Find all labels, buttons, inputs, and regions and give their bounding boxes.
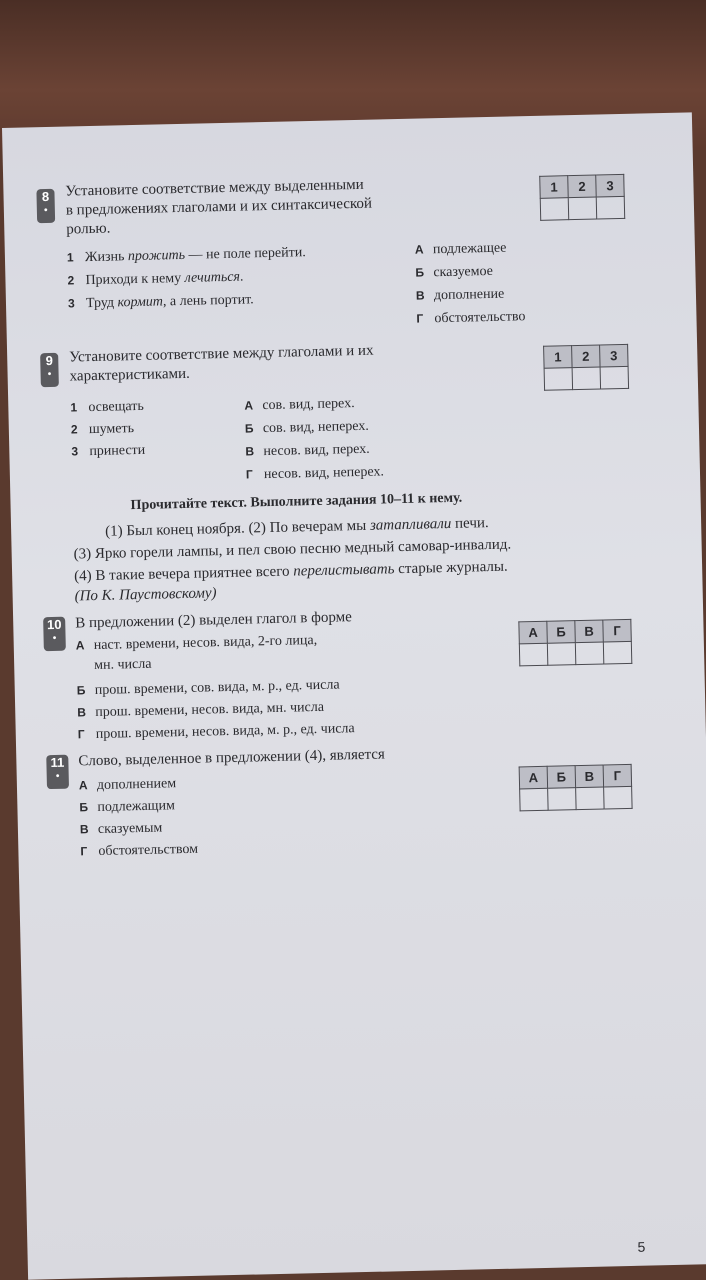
option-text: подлежащим xyxy=(97,798,176,816)
task-9-prompt xyxy=(69,342,374,387)
answer-cell[interactable] xyxy=(568,197,596,220)
task-8-prompt-line: Установите соответствие между выделенными xyxy=(65,176,364,200)
answer-cell[interactable] xyxy=(520,788,548,811)
option-text: несов. вид, неперех. xyxy=(263,464,385,483)
grid-header-cell: 3 xyxy=(600,344,628,367)
task-10-answer-grid xyxy=(518,619,632,667)
option-text: дополнение xyxy=(433,286,505,304)
option-letter: А xyxy=(78,778,88,793)
item-text: шуметь xyxy=(88,421,135,438)
item-text: Труд xyxy=(85,295,118,312)
option-letter: А xyxy=(244,398,254,413)
option-text: прош. времени, сов. вида, м. р., ед. числа xyxy=(94,677,340,699)
answer-cell[interactable] xyxy=(519,643,547,666)
item-text: , а лень портит. xyxy=(162,292,254,310)
option-letter: Б xyxy=(244,421,254,436)
grid-header-cell: В xyxy=(575,620,603,643)
answer-cell[interactable] xyxy=(547,643,575,666)
task-10-option xyxy=(77,698,324,723)
option-letter: А xyxy=(75,638,85,653)
option-letter: Г xyxy=(245,467,253,482)
item-text: освещать xyxy=(88,398,144,416)
grid-header-cell: 2 xyxy=(568,175,596,198)
task-9-option xyxy=(246,462,384,484)
item-text: Приходи к нему xyxy=(85,270,185,289)
option-text: несов. вид, перех. xyxy=(263,441,370,460)
grid-header-cell: Б xyxy=(547,766,575,789)
reading-text: (4) В такие вечера приятнее всего xyxy=(74,563,294,585)
option-text: наст. времени, несов. вида, 2-го лица, xyxy=(93,632,318,654)
workbook-page xyxy=(2,112,706,1279)
option-letter: Г xyxy=(80,844,88,859)
task-8-dot: • xyxy=(43,204,48,217)
task-9-prompt-line: Установите соответствие между глаголами и их xyxy=(69,342,374,366)
grid-header-cell: В xyxy=(575,765,603,788)
task-9-dot: • xyxy=(47,368,52,381)
answer-cell[interactable] xyxy=(544,368,572,391)
option-text: обстоятельством xyxy=(98,841,199,859)
answer-cell[interactable] xyxy=(572,367,600,390)
task-10-option xyxy=(76,631,318,655)
task-9-item xyxy=(71,441,145,462)
task-9-option xyxy=(244,394,355,415)
item-text: Жизнь xyxy=(84,249,129,266)
task-9-prompt-line: характеристиками. xyxy=(69,365,190,385)
task-8-option xyxy=(416,285,505,306)
task-9-option xyxy=(245,417,369,439)
grid-header-cell: Г xyxy=(603,619,631,642)
grid-header-cell: 1 xyxy=(544,346,572,369)
task-9-option xyxy=(245,440,370,462)
task-8-item xyxy=(67,268,243,291)
task-8-number-badge xyxy=(36,189,55,223)
option-letter: Б xyxy=(79,800,89,815)
option-letter: Б xyxy=(76,683,86,698)
item-number: 2 xyxy=(67,273,75,288)
option-text: сов. вид, неперех. xyxy=(262,418,370,437)
item-number: 1 xyxy=(70,400,78,415)
task-9-number-badge xyxy=(40,353,59,387)
option-letter: Г xyxy=(416,311,424,326)
item-text: . xyxy=(239,269,244,285)
reading-highlighted-verb: перелистывать xyxy=(293,561,395,580)
answer-cell[interactable] xyxy=(540,198,568,221)
task-10-prompt: В предложении (2) выделен глагол в форме xyxy=(75,609,352,632)
grid-header-cell: А xyxy=(519,621,547,644)
option-text: прош. времени, несов. вида, мн. числа xyxy=(95,699,325,721)
task-8-number: 8 xyxy=(41,188,50,205)
answer-cell[interactable] xyxy=(576,787,604,810)
reading-line: (3) Ярко горели лампы, и пел свою песню медный самовар-инвалид. xyxy=(73,536,512,563)
task-11-number-badge xyxy=(46,755,69,789)
task-11-option xyxy=(79,774,177,795)
task-8-prompt xyxy=(65,176,372,240)
task-9-number: 9 xyxy=(45,352,54,369)
task-8-prompt-line: в предложениях глаголами и их синтаксической xyxy=(65,195,373,219)
task-11-answer-grid xyxy=(519,764,633,812)
task-11-prompt: Слово, выделенное в предложении (4), является xyxy=(78,746,386,770)
task-11-option xyxy=(79,796,175,817)
task-11-option xyxy=(80,840,198,862)
item-number: 2 xyxy=(70,422,78,437)
option-text: сов. вид, перех. xyxy=(262,396,355,414)
task-8-option xyxy=(415,262,493,283)
grid-header-cell: 1 xyxy=(540,176,568,199)
item-text: — не поле перейти. xyxy=(184,245,306,263)
task-8-option xyxy=(416,307,525,328)
task-8-answer-grid xyxy=(539,174,625,221)
reading-highlighted-verb: затапливали xyxy=(369,515,452,534)
task-11-number: 11 xyxy=(50,754,65,771)
task-10-dot: • xyxy=(52,632,57,644)
task-8-option xyxy=(415,239,507,260)
answer-cell[interactable] xyxy=(603,641,631,664)
option-letter: В xyxy=(245,444,255,459)
grid-header-cell: 2 xyxy=(572,345,600,368)
task-11-option xyxy=(80,819,163,840)
reading-text: старые журналы. xyxy=(394,558,508,578)
reading-heading: Прочитайте текст. Выполните задания 10–11 к нему. xyxy=(130,490,463,514)
option-letter: А xyxy=(414,242,424,257)
option-text: подлежащее xyxy=(432,240,507,258)
task-10-option-continuation: мн. числа xyxy=(94,656,152,674)
option-letter: Б xyxy=(415,265,425,280)
option-letter: Г xyxy=(77,727,85,742)
task-9-item xyxy=(71,419,135,439)
task-10-number: 10 xyxy=(46,616,62,633)
item-highlighted-verb: прожить xyxy=(127,247,186,265)
answer-cell[interactable] xyxy=(575,642,603,665)
task-10-option xyxy=(78,719,355,744)
grid-header-cell: Г xyxy=(603,764,631,787)
task-8-item xyxy=(68,290,254,313)
page-number: 5 xyxy=(637,1238,646,1255)
reading-source: (По К. Паустовскому) xyxy=(74,585,217,605)
option-text: обстоятельство xyxy=(434,309,526,327)
option-text: прош. времени, несов. вида, м. р., ед. числа xyxy=(95,721,355,743)
task-8-prompt-line: ролью. xyxy=(66,220,111,238)
task-9-item xyxy=(70,397,144,418)
grid-header-cell: Б xyxy=(547,621,575,644)
task-8-item xyxy=(67,243,306,267)
task-9-answer-grid xyxy=(543,344,629,391)
reading-text: (1) Был конец ноября. (2) По вечерам мы xyxy=(105,517,371,540)
grid-header-cell: 3 xyxy=(596,174,624,197)
answer-cell[interactable] xyxy=(548,788,576,811)
task-10-number-badge xyxy=(43,617,66,651)
item-number: 3 xyxy=(67,296,75,311)
option-letter: В xyxy=(77,705,87,720)
task-10-option xyxy=(77,675,340,700)
item-highlighted-verb: кормит xyxy=(117,294,164,311)
answer-cell[interactable] xyxy=(600,366,628,389)
option-text: сказуемое xyxy=(433,263,494,281)
reading-text: печи. xyxy=(451,515,489,532)
item-number: 3 xyxy=(71,444,79,459)
item-highlighted-verb: лечиться xyxy=(184,269,241,286)
item-text: принести xyxy=(89,442,146,460)
option-text: дополнением xyxy=(96,776,177,794)
option-text: сказуемым xyxy=(97,820,163,838)
option-letter: В xyxy=(415,288,425,303)
option-letter: В xyxy=(79,822,89,837)
item-number: 1 xyxy=(66,250,74,265)
task-11-dot: • xyxy=(55,770,60,782)
answer-cell[interactable] xyxy=(596,196,624,219)
grid-header-cell: А xyxy=(519,766,547,789)
answer-cell[interactable] xyxy=(604,786,632,809)
